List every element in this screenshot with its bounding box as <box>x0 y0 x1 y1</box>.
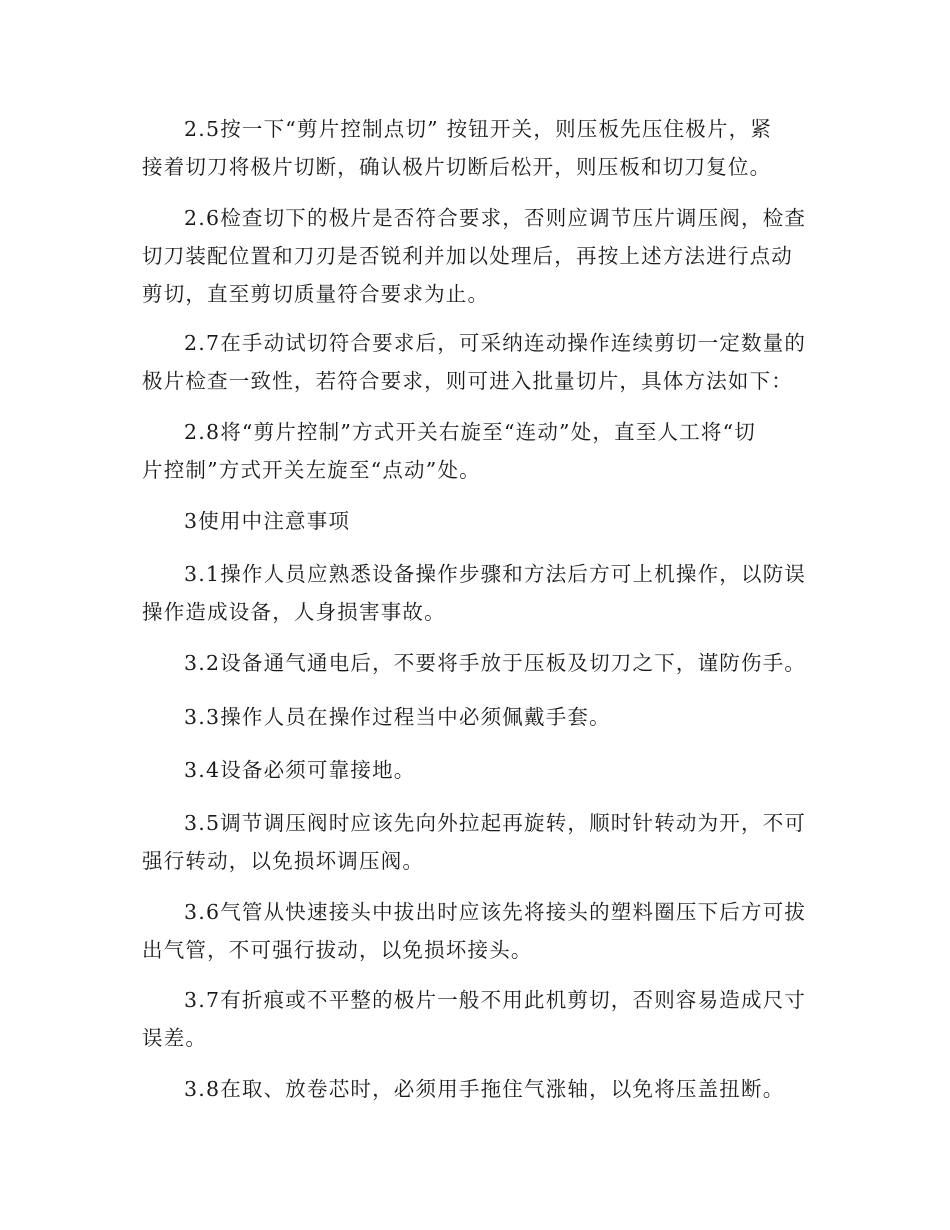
text-line: 3.3操作人员在操作过程当中必须佩戴手套。 <box>184 705 611 729</box>
text-line: 3.6气管从快速接头中拔出时应该先将接头的塑料圈压下后方可拔 <box>184 900 807 924</box>
paragraph-3-3 <box>142 698 812 736</box>
text-line: 2.7在手动试切符合要求后，可采纳连动操作连续剪切一定数量的 <box>184 331 807 355</box>
paragraph-2-5 <box>142 110 812 186</box>
text-line: 出气管，不可强行拔动，以免损坏接头。 <box>142 938 533 962</box>
paragraph-2-6 <box>142 199 812 313</box>
text-line: 操作造成设备，人身损害事故。 <box>142 600 446 624</box>
paragraph-2-8 <box>142 413 812 489</box>
text-line: 3.5调节调压阀时应该先向外拉起再旋转，顺时针转动为开，不可 <box>184 811 807 835</box>
text-line: 剪切，直至剪切质量符合要求为止。 <box>142 282 490 306</box>
text-line: 3.7有折痕或不平整的极片一般不用此机剪切，否则容易造成尺寸 <box>184 988 807 1012</box>
text-line: 3.4设备必须可靠接地。 <box>184 758 416 782</box>
paragraph-3-5 <box>142 804 812 880</box>
paragraph-2-7 <box>142 324 812 400</box>
section-heading-3 <box>142 502 812 540</box>
paragraph-3-1 <box>142 555 812 631</box>
text-line: 误差。 <box>142 1026 208 1050</box>
text-line: 极片检查一致性，若符合要求，则可进入批量切片，具体方法如下： <box>142 369 793 393</box>
paragraph-3-6 <box>142 893 812 969</box>
text-line: 3.1操作人员应熟悉设备操作步骤和方法后方可上机操作，以防误 <box>184 562 807 586</box>
text-line: 强行转动，以免损坏调压阀。 <box>142 849 425 873</box>
paragraph-3-8 <box>142 1070 812 1108</box>
text-line: 3.8在取、放卷芯时，必须用手拖住气涨轴，以免将压盖扭断。 <box>184 1077 785 1101</box>
text-line: 2.8将“剪片控制”方式开关右旋至“连动”处，直至人工将“切 <box>184 420 757 444</box>
paragraph-3-2 <box>142 644 812 682</box>
text-line: 接着切刀将极片切断，确认极片切断后松开，则压板和切刀复位。 <box>142 155 772 179</box>
text-line: 3.2设备通气通电后，不要将手放于压板及切刀之下，谨防伤手。 <box>184 651 807 675</box>
text-line: 片控制”方式开关左旋至“点动”处。 <box>142 458 481 482</box>
text-line: 3使用中注意事项 <box>184 509 351 533</box>
text-line: 2.6检查切下的极片是否符合要求，否则应调节压片调压阀，检查 <box>184 206 807 230</box>
paragraph-3-7 <box>142 981 812 1057</box>
text-line: 2.5按一下“剪片控制点切” 按钮开关，则压板先压住极片，紧 <box>184 117 773 141</box>
paragraph-3-4 <box>142 751 812 789</box>
text-line: 切刀装配位置和刀刃是否锐利并加以处理后，再按上述方法进行点动 <box>142 244 793 268</box>
